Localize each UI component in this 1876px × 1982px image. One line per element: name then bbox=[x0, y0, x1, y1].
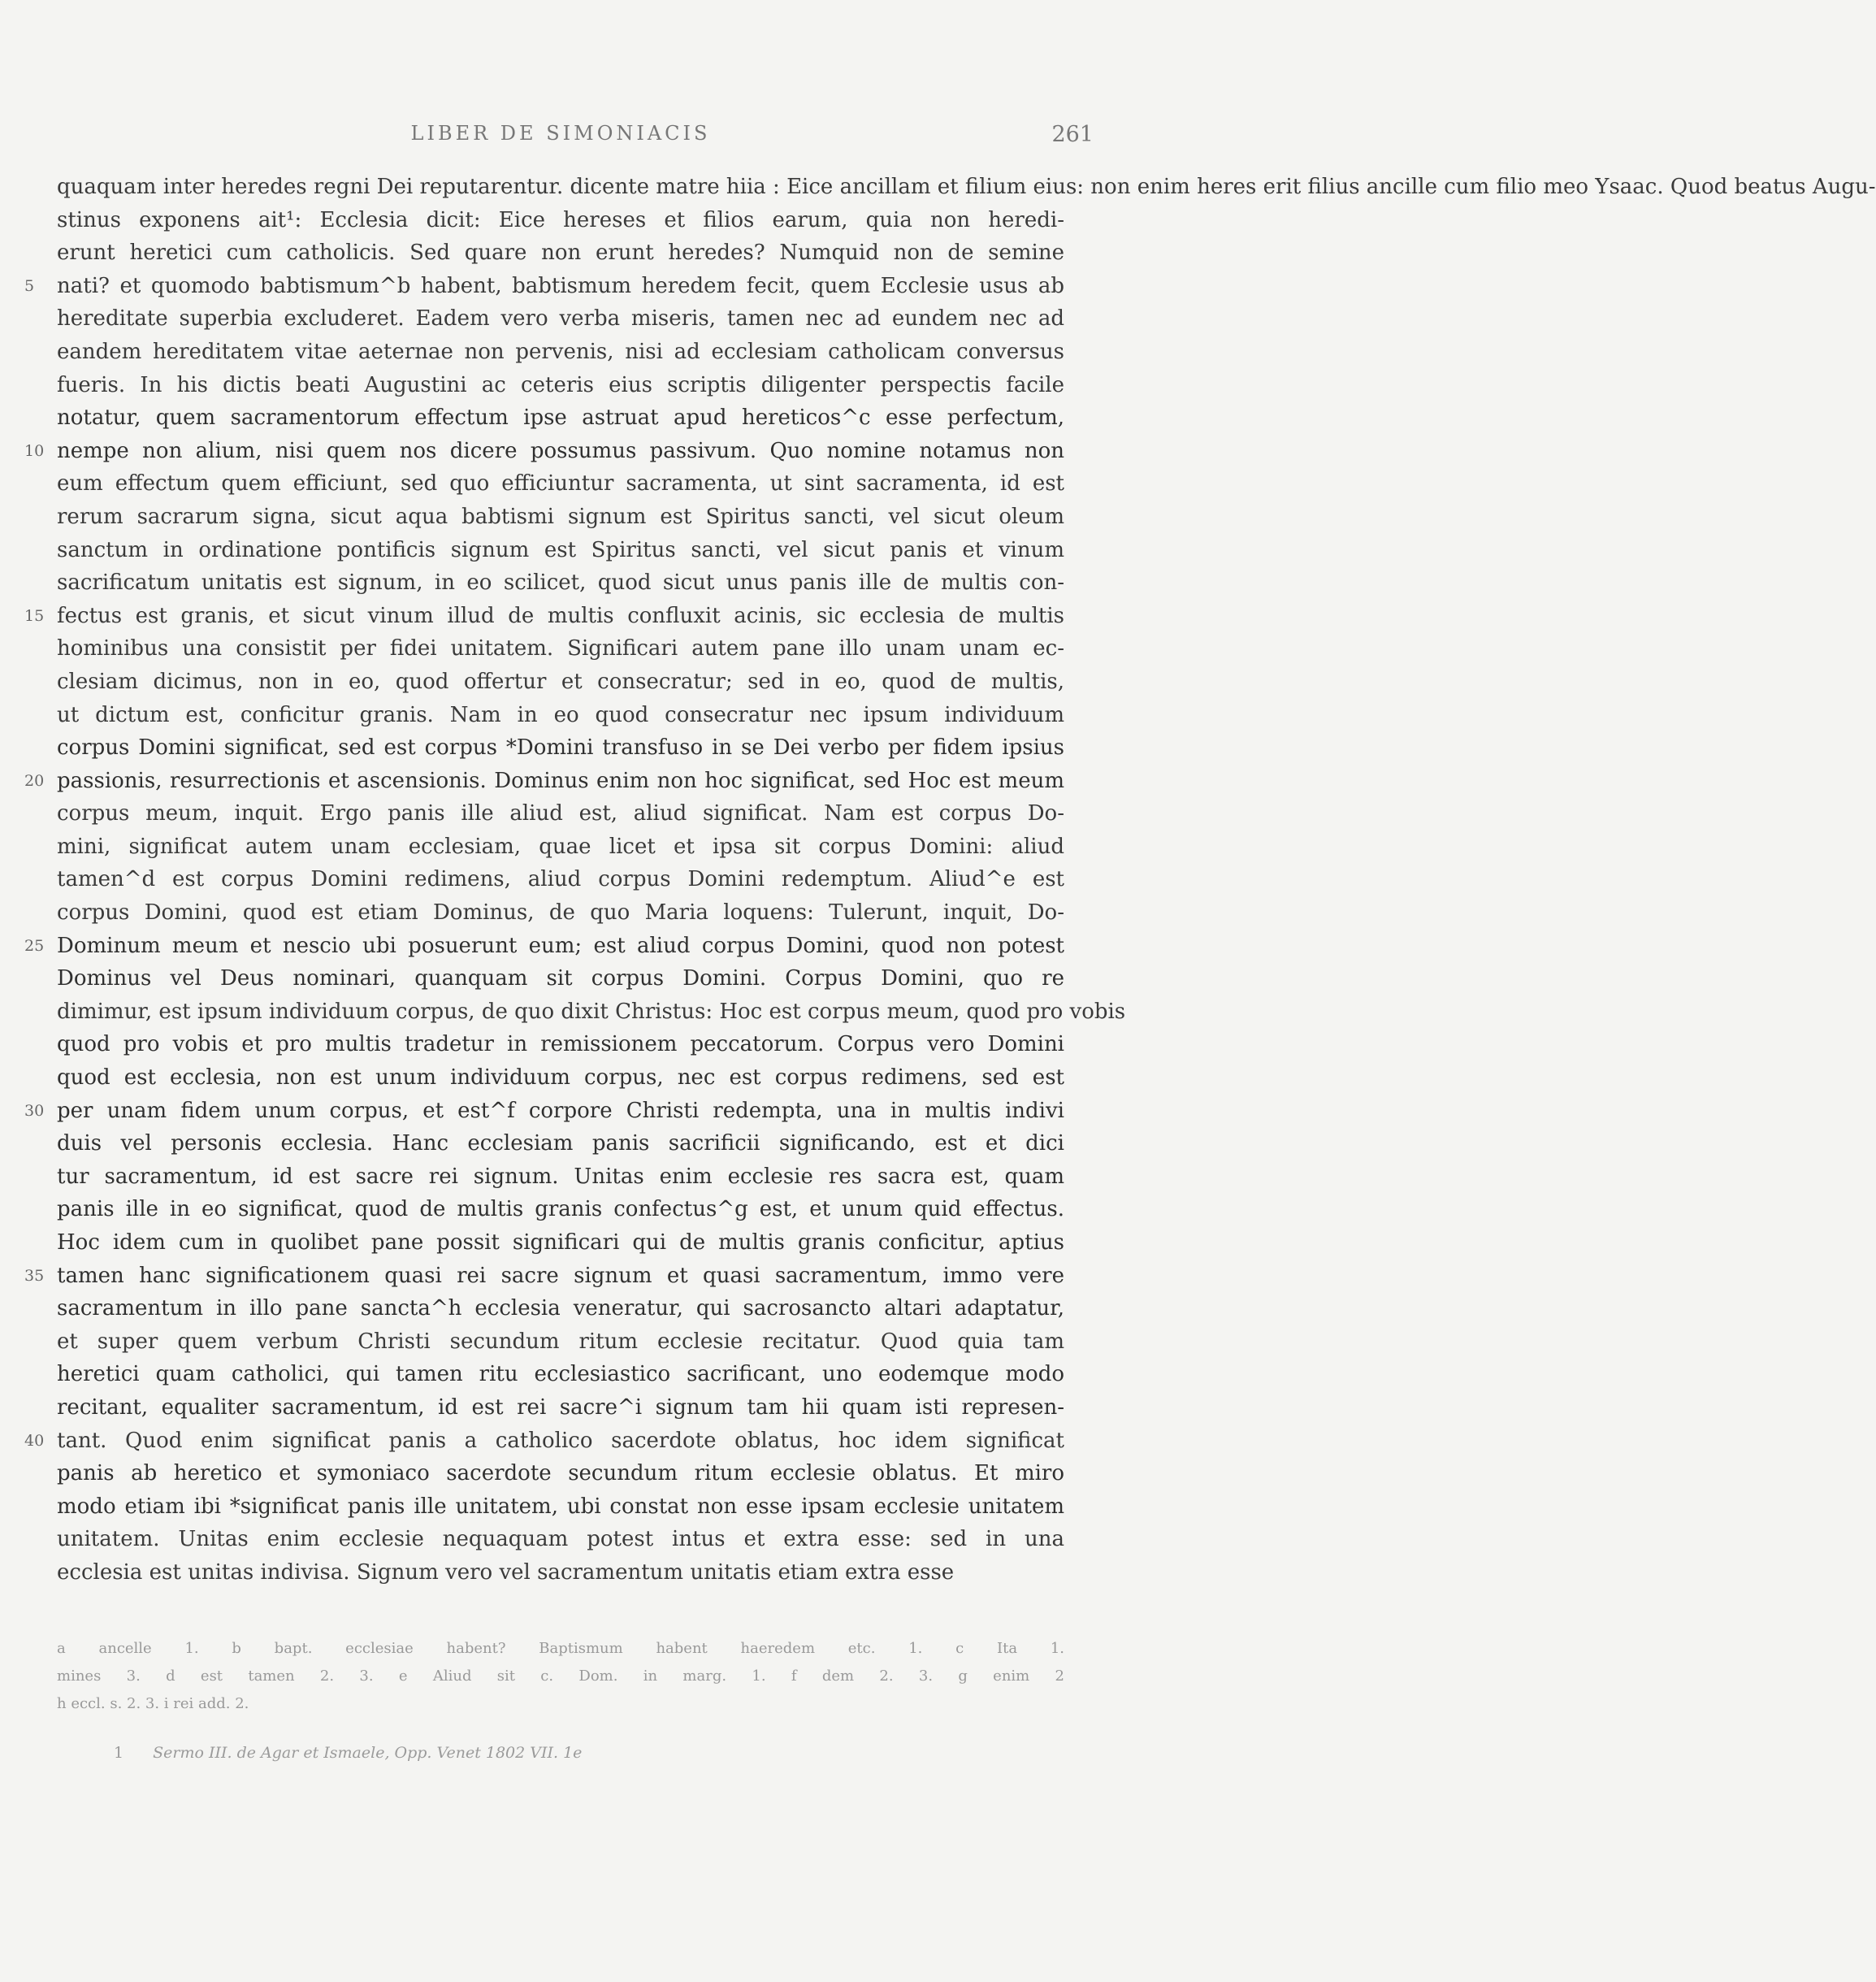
line-text: tamen hanc significationem quasi rei sacre signum et quasi sacramentum, immo vere bbox=[57, 1263, 1064, 1288]
line-text: unitatem. Unitas enim ecclesie nequaquam potest intus et extra esse: sed in una bbox=[57, 1527, 1064, 1552]
line-text: corpus Domini, quod est etiam Dominus, de quo Maria loquens: Tulerunt, inquit, Do- bbox=[57, 900, 1064, 926]
text-line bbox=[57, 1226, 1064, 1260]
text-line bbox=[57, 534, 1064, 567]
line-text: fectus est granis, et sicut vinum illud de multis confluxit acinis, sic ecclesia de multis bbox=[57, 603, 1064, 628]
footnote-line: a ancelle 1. b bapt. ecclesiae habent? Baptismum habent haeredem etc. 1. c Ita 1. bbox=[57, 1640, 1064, 1657]
text-line bbox=[57, 1490, 1064, 1524]
line-number: 35 bbox=[24, 1266, 45, 1285]
text-line bbox=[24, 270, 1064, 303]
line-text: ecclesia est unitas indivisa. Signum vero vel sacramentum unitatis etiam extra esse bbox=[57, 1559, 955, 1585]
text-line bbox=[57, 401, 1064, 435]
main-text-block bbox=[24, 171, 1876, 1590]
text-line bbox=[57, 204, 1064, 237]
line-text: quod pro vobis et pro multis tradetur in remissionem peccatorum. Corpus vero Domini bbox=[57, 1032, 1064, 1057]
line-text: Dominus vel Deus nominari, quanquam sit corpus Domini. Corpus Domini, quo re bbox=[57, 966, 1064, 991]
reference-text: Sermo III. de Agar et Ismaele, Opp. Venet 1802 VII. 1e bbox=[153, 1744, 583, 1762]
running-title: LIBER DE SIMONIACIS bbox=[410, 122, 711, 145]
text-line bbox=[24, 1095, 1064, 1128]
line-text: eum effectum quem efficiunt, sed quo efficiuntur sacramenta, ut sint sacramenta, id est bbox=[57, 471, 1064, 497]
line-text: duis vel personis ecclesia. Hanc ecclesiam panis sacrificii significando, est et dici bbox=[57, 1131, 1064, 1156]
line-text: eandem hereditatem vitae aeternae non pervenis, nisi ad ecclesiam catholicam conversus bbox=[57, 339, 1064, 364]
line-number: 5 bbox=[24, 276, 35, 295]
text-line bbox=[57, 1127, 1064, 1160]
line-text: quod est ecclesia, non est unum individuum corpus, nec est corpus redimens, sed est bbox=[57, 1065, 1064, 1091]
text-line bbox=[57, 467, 1064, 501]
line-text: passionis, resurrectionis et ascensionis. Dominus enim non hoc significat, sed Hoc est meum bbox=[57, 768, 1064, 793]
text-line bbox=[57, 1160, 1064, 1194]
line-text: panis ab heretico et symoniaco sacerdote secundum ritum ecclesie oblatus. Et miro bbox=[57, 1461, 1064, 1486]
line-text: tamen^d est corpus Domini redimens, aliud corpus Domini redemptum. Aliud^e est bbox=[57, 867, 1064, 892]
line-text: rerum sacrarum signa, sicut aqua babtismi signum est Spiritus sancti, vel sicut oleum bbox=[57, 504, 1064, 529]
line-text: dimimur, est ipsum individuum corpus, de quo dixit Christus: Hoc est corpus meum, quod pro vobis bbox=[57, 999, 1126, 1024]
line-text: tant. Quod enim significat panis a catholico sacerdote oblatus, hoc idem significat bbox=[57, 1428, 1064, 1453]
text-line bbox=[57, 666, 1064, 699]
line-text: sanctum in ordinatione pontificis signum est Spiritus sancti, vel sicut panis et vinum bbox=[57, 537, 1064, 562]
source-reference bbox=[57, 1744, 1064, 1762]
text-line bbox=[57, 1061, 1064, 1095]
line-text: heretici quam catholici, qui tamen ritu ecclesiastico sacrificant, uno eodemque modo bbox=[57, 1362, 1064, 1387]
line-text: nempe non alium, nisi quem nos dicere possumus passivum. Quo nomine notamus non bbox=[57, 438, 1064, 463]
line-number: 30 bbox=[24, 1101, 45, 1120]
footnotes-block bbox=[57, 1635, 1064, 1718]
text-line bbox=[24, 600, 1064, 633]
text-line bbox=[57, 1457, 1064, 1490]
footnote-line: mines 3. d est tamen 2. 3. e Aliud sit c. Dom. in marg. 1. f dem 2. 3. g enim 2 bbox=[57, 1668, 1064, 1685]
line-text: recitant, equaliter sacramentum, id est rei sacre^i signum tam hii quam isti represen- bbox=[57, 1394, 1064, 1420]
line-text: per unam fidem unum corpus, et est^f corpore Christi redempta, una in multis indivi bbox=[57, 1098, 1064, 1123]
line-text: hominibus una consistit per fidei unitatem. Significari autem pane illo unam unam ec- bbox=[57, 636, 1064, 661]
line-text: quaquam inter heredes regni Dei reputarentur. dicente matre hiia : Eice ancillam et filium eius: non enim heres erit filius ancille cum filio meo Ysaac. Quod beatus Augu- bbox=[57, 175, 1876, 199]
text-line bbox=[57, 831, 1064, 864]
line-text: corpus meum, inquit. Ergo panis ille aliud est, aliud significat. Nam est corpus Do- bbox=[57, 801, 1064, 826]
line-text: Dominum meum et nescio ubi posuerunt eum; est aliud corpus Domini, quod non potest bbox=[57, 933, 1064, 958]
text-line bbox=[57, 1556, 1064, 1590]
line-text: clesiam dicimus, non in eo, quod offertur et consecratur; sed in eo, quod de multis, bbox=[57, 669, 1064, 694]
line-number: 15 bbox=[24, 606, 45, 625]
line-text: panis ille in eo significat, quod de multis granis confectus^g est, et unum quid effectus. bbox=[57, 1197, 1064, 1222]
line-text: ut dictum est, conficitur granis. Nam in eo quod consecratur nec ipsum individuum bbox=[57, 702, 1064, 727]
text-line bbox=[57, 1193, 1064, 1226]
text-line bbox=[57, 336, 1064, 369]
line-text: sacrificatum unitatis est signum, in eo scilicet, quod sicut unus panis ille de multis con- bbox=[57, 570, 1064, 596]
text-line bbox=[24, 930, 1064, 963]
line-text: Hoc idem cum in quolibet pane possit significari qui de multis granis conficitur, aptius bbox=[57, 1230, 1064, 1255]
text-line bbox=[57, 1358, 1064, 1391]
line-text: modo etiam ibi *significat panis ille unitatem, ubi constat non esse ipsam ecclesie unitatem bbox=[57, 1494, 1064, 1519]
text-line bbox=[24, 1425, 1064, 1458]
text-line bbox=[57, 236, 1064, 270]
page-number: 261 bbox=[1051, 122, 1094, 147]
line-number: 25 bbox=[24, 936, 45, 955]
text-line bbox=[24, 765, 1064, 798]
text-line bbox=[57, 731, 1064, 765]
footnote-line: h eccl. s. 2. 3. i rei add. 2. bbox=[57, 1695, 249, 1712]
line-text: stinus exponens ait¹: Ecclesia dicit: Eice hereses et filios earum, quia non heredi- bbox=[57, 207, 1064, 232]
text-line bbox=[57, 699, 1064, 732]
text-line bbox=[57, 302, 1064, 336]
line-number: 20 bbox=[24, 771, 45, 790]
line-text: erunt heretici cum catholicis. Sed quare non erunt heredes? Numquid non de semine bbox=[57, 241, 1064, 266]
reference-number: 1 bbox=[114, 1744, 124, 1762]
line-number: 40 bbox=[24, 1431, 45, 1450]
line-text: sacramentum in illo pane sancta^h ecclesia veneratur, qui sacrosancto altari adaptatur, bbox=[57, 1296, 1064, 1321]
text-line bbox=[24, 435, 1064, 468]
line-text: hereditate superbia excluderet. Eadem vero verba miseris, tamen nec ad eundem nec ad bbox=[57, 306, 1064, 332]
text-line bbox=[57, 1028, 1064, 1061]
line-text: tur sacramentum, id est sacre rei signum. Unitas enim ecclesie res sacra est, quam bbox=[57, 1164, 1064, 1189]
text-line bbox=[57, 896, 1064, 930]
text-line bbox=[57, 1292, 1064, 1325]
text-line bbox=[57, 962, 1064, 995]
text-line bbox=[57, 566, 1064, 600]
text-line bbox=[57, 1325, 1064, 1359]
text-line bbox=[57, 1523, 1064, 1556]
line-text: et super quem verbum Christi secundum ritum ecclesie recitatur. Quod quia tam bbox=[57, 1329, 1064, 1354]
text-line bbox=[24, 1260, 1064, 1293]
text-line bbox=[57, 797, 1064, 831]
text-line bbox=[57, 632, 1064, 666]
line-text: mini, significat autem unam ecclesiam, quae licet et ipsa sit corpus Domini: aliud bbox=[57, 834, 1064, 859]
page-header bbox=[57, 122, 1094, 154]
text-line bbox=[57, 369, 1064, 402]
text-line bbox=[57, 1391, 1064, 1425]
text-line bbox=[57, 501, 1064, 534]
line-text: fueris. In his dictis beati Augustini ac ceteris eius scriptis diligenter perspectis facile bbox=[57, 372, 1064, 397]
line-number: 10 bbox=[24, 441, 45, 460]
text-line bbox=[57, 171, 1876, 204]
text-line bbox=[57, 995, 1126, 1029]
line-text: notatur, quem sacramentorum effectum ipse astruat apud hereticos^c esse perfectum, bbox=[57, 406, 1064, 431]
line-text: nati? et quomodo babtismum^b habent, babtismum heredem fecit, quem Ecclesie usus ab bbox=[57, 273, 1064, 298]
text-line bbox=[57, 863, 1064, 896]
line-text: corpus Domini significat, sed est corpus *Domini transfuso in se Dei verbo per fidem ipsius bbox=[57, 735, 1064, 761]
